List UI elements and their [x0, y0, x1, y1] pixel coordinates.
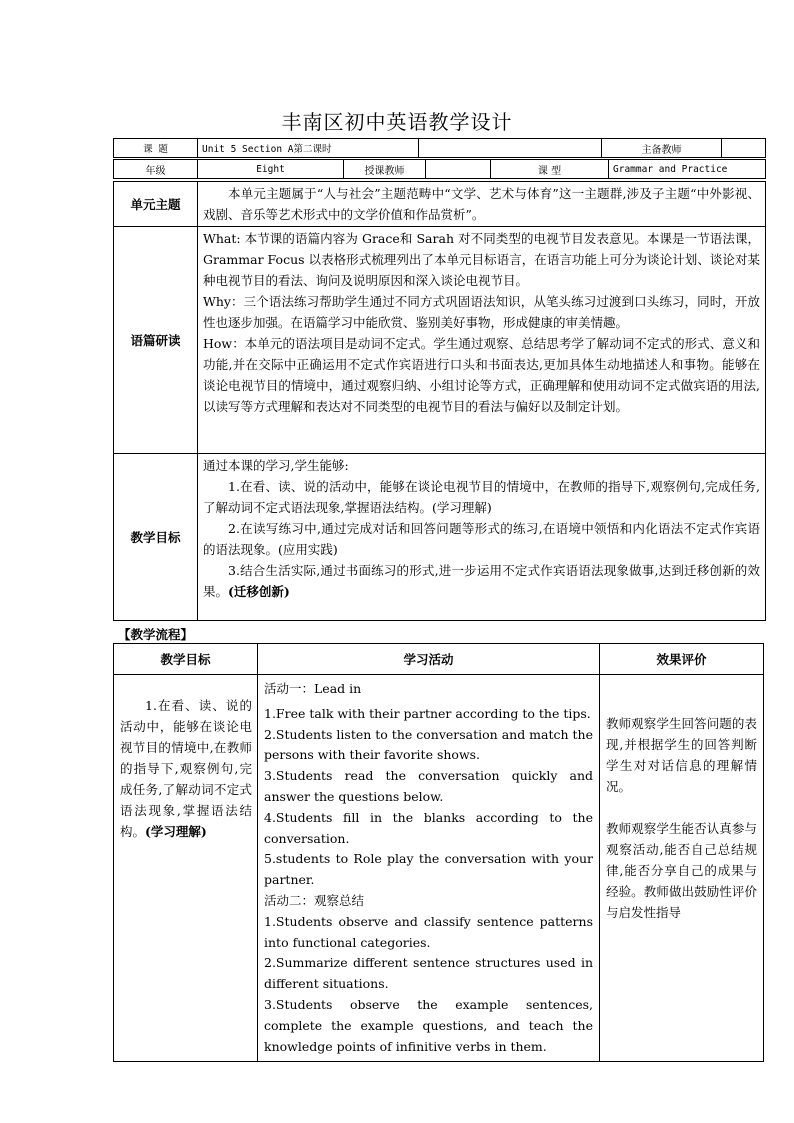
- lead-teacher-label: 主备教师: [602, 139, 722, 158]
- teacher-value: [426, 160, 491, 179]
- activity-2-title: 活动二：观察总结: [264, 892, 365, 908]
- activity-1-title: 活动一：Lead in: [264, 681, 362, 696]
- lesson-info-table-row2: [113, 159, 766, 179]
- eval-1: 教师观察学生回答问题的表现,并根据学生的回答判断学生对对话信息的理解情况。: [606, 716, 757, 794]
- goal-3-text: 3.结合生活实际,通过书面练习的形式,进一步运用不定式作宾语语法现象做事,达到迁移创新的效果。: [203, 563, 760, 599]
- col-eval-header: 效果评价: [600, 644, 764, 675]
- teacher-label: 授课教师: [344, 160, 426, 179]
- page-title: 丰南区初中英语教学设计: [281, 110, 513, 134]
- process-row-1: [114, 675, 764, 1062]
- process-goal-cell: [114, 675, 258, 1062]
- type-value: Grammar and Practice: [609, 160, 766, 179]
- topic-label: 课 题: [114, 139, 198, 158]
- teaching-goals-text: [198, 454, 766, 621]
- topic-value: Unit 5 Section A第二课时: [198, 139, 419, 158]
- process-eval-cell: [600, 675, 764, 1062]
- text-study-text: [198, 227, 766, 454]
- text-study-label: 语篇研读: [114, 227, 198, 454]
- grade-label: 年级: [114, 160, 198, 179]
- info-row-grade: [114, 160, 766, 179]
- activity-2-item-3: 3.Students observe the example sentences, complete the example questions, and teach the knowledge points of infinitive verbs in them.: [264, 996, 593, 1054]
- activity-1-item-4: 4.Students fill in the blanks according to the conversation.: [264, 809, 593, 846]
- lead-teacher-value: [722, 139, 766, 158]
- activity-1-item-5: 5.students to Role play the conversation with your partner.: [264, 851, 593, 888]
- unit-theme-paragraph: 本单元主题属于“人与社会”主题范畴中“文学、艺术与体育”这一主题群,涉及子主题“中外影视、戏剧、音乐等艺术形式中的文学价值和作品赏析”。: [203, 186, 760, 222]
- col-goal-header: 教学目标: [114, 644, 258, 675]
- eval-2: 教师观察学生能否认真参与观察活动,能否自己总结规律,能否分享自己的成果与经验。教师做出鼓励性评价与启发性指导: [606, 821, 757, 920]
- goal-3: [203, 560, 760, 602]
- unit-theme-label: 单元主题: [114, 182, 198, 227]
- row-text-study: [114, 227, 766, 454]
- process-header-row: [114, 644, 764, 675]
- info-row-topic: [114, 139, 766, 158]
- activity-2-item-2: 2.Summarize different sentence structures used in different situations.: [264, 955, 593, 992]
- goal-2: 2.在读写练习中,通过完成对话和回答问题等形式的练习,在语境中领悟和内化语法不定式作宾语的语法现象。(应用实践): [203, 521, 760, 557]
- activity-1-item-3: 3.Students read the conversation quickly and answer the questions below.: [264, 768, 593, 804]
- text-study-why: Why：三个语法练习帮助学生通过不同方式巩固语法知识，从笔头练习过渡到口头练习，同时，开放性也逐步加强。在语篇学习中能欣赏、鉴别美好事物，形成健康的审美情趣。: [203, 294, 760, 330]
- process-goal-text: 1.在看、读、说的活动中，能够在谈论电视节目的情境中,在教师的指导下,观察例句,完成任务,了解动词不定式语法现象,掌握语法结构。: [120, 698, 252, 839]
- activity-1-item-1: 1.Free talk with their partner according to the tips.: [264, 705, 591, 721]
- text-study-what: What: 本节课的语篇内容为 Grace和 Sarah 对不同类型的电视节目发表意见。本课是一节语法课，Grammar Focus 以表格形式梳理列出了本单元目标语言，在语言功能上可分为谈论计划、谈论对某种电视节目的看法、询问及说明原因和深入谈论电视节目。: [203, 231, 760, 288]
- process-heading: 【教学流程】: [118, 627, 194, 642]
- teaching-goals-label: 教学目标: [114, 454, 198, 621]
- type-label: 课 型: [491, 160, 609, 179]
- activity-2-item-1: 1.Students observe and classify sentence patterns into functional categories.: [264, 913, 593, 950]
- lesson-content-table: [113, 181, 766, 621]
- lesson-info-table: [113, 138, 766, 158]
- process-activity-cell: [258, 675, 600, 1062]
- goals-intro: 通过本课的学习,学生能够:: [203, 458, 349, 473]
- goal-1: 1.在看、读、说的活动中，能够在谈论电视节目的情境中，在教师的指导下,观察例句,完成任务,了解动词不定式语法现象,掌握语法结构。(学习理解): [203, 479, 760, 515]
- text-study-how: How：本单元的语法项目是动词不定式。学生通过观察、总结思考学了解动词不定式的形式、意义和功能,并在交际中正确运用不定式作宾语进行口头和书面表达,更加具体生动地描述人和事物。能够在谈论电视节目的情境中，通过观察归纳、小组讨论等方式，正确理解和使用动词不定式做宾语的用法,以读写等方式理解和表达对不同类型的电视节目的看法与偏好以及制定计划。: [203, 336, 760, 414]
- goal-3-tag: (迁移创新): [228, 584, 290, 599]
- unit-theme-text: [198, 182, 766, 227]
- col-activity-header: 学习活动: [258, 644, 600, 675]
- row-unit-theme: [114, 182, 766, 227]
- topic-blank: [419, 139, 602, 158]
- process-goal-tag: (学习理解): [145, 824, 207, 839]
- row-teaching-goals: [114, 454, 766, 621]
- grade-value: Eight: [198, 160, 344, 179]
- activity-1-item-2: 2.Students listen to the conversation and match the persons with their favorite shows.: [264, 726, 593, 763]
- teaching-process-table: [113, 643, 764, 1062]
